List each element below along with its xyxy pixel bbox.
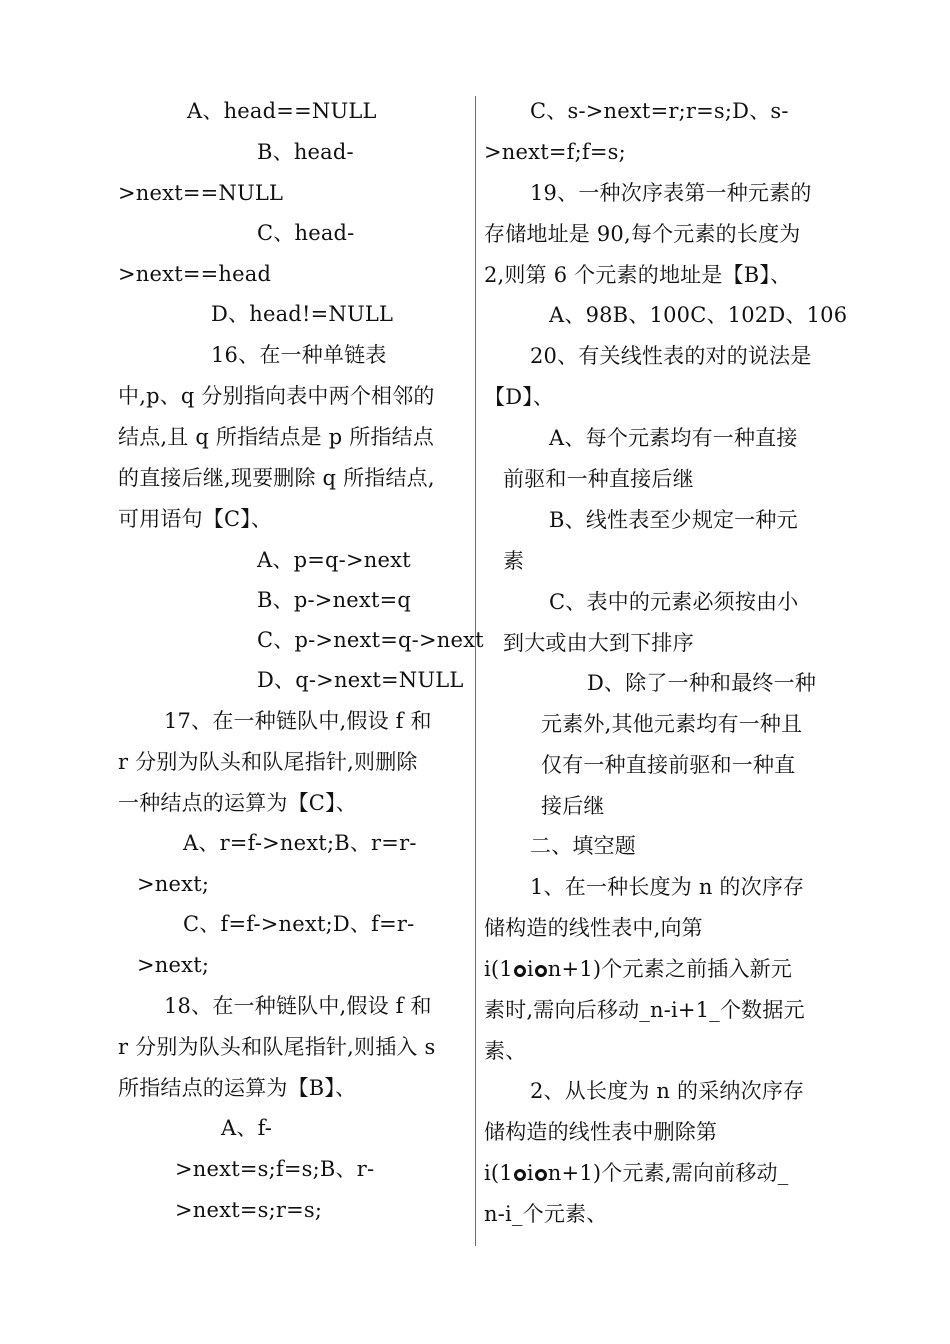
q17-options-ab-cont: >next; (137, 872, 210, 896)
fill-blank-1-line: 素时,需向后移动_n-i+1_个数据元 (484, 998, 805, 1022)
q20-option-d-cont: 仅有一种直接前驱和一种直 (541, 753, 796, 777)
formula-text: n+1)个元素,需向前移动_ (547, 1161, 789, 1185)
q15-option-c: C、head- (257, 221, 355, 245)
q15-option-b-cont: >next==NULL (118, 181, 284, 205)
fill-blank-1-line: 储构造的线性表中,向第 (484, 916, 703, 940)
leq-symbol-icon (535, 965, 547, 977)
q20-option-b: B、线性表至少规定一种元 (549, 508, 798, 532)
fill-blank-1-line: 素、 (484, 1039, 527, 1063)
q20-option-a: A、每个元素均有一种直接 (549, 426, 798, 450)
q16-question-line: 可用语句【C】、 (118, 507, 273, 531)
leq-symbol-icon (514, 1169, 526, 1181)
q20-option-a-cont: 前驱和一种直接后继 (503, 467, 694, 491)
q20-question-line: 【D】、 (484, 385, 555, 409)
q16-question-line: 中,p、q 分别指向表中两个相邻的 (118, 384, 435, 408)
q16-question-line: 的直接后继,现要删除 q 所指结点, (118, 466, 435, 490)
q17-question: 17、在一种链队中,假设 f 和 (164, 709, 432, 733)
q20-option-c-cont: 到大或由大到下排序 (503, 631, 694, 655)
q16-option-b: B、p->next=q (257, 588, 412, 612)
formula-text: n+1)个元素之前插入新元 (547, 957, 793, 981)
q20-option-d-cont: 接后继 (541, 794, 605, 818)
q16-option-a: A、p=q->next (257, 548, 411, 572)
fill-blank-1-line (484, 955, 792, 983)
q19-question: 19、一种次序表第一种元素的 (530, 181, 812, 205)
q20-option-c: C、表中的元素必须按由小 (549, 590, 799, 614)
q20-question: 20、有关线性表的对的说法是 (530, 344, 812, 368)
formula-text: i(1 (484, 957, 513, 981)
leq-symbol-icon (514, 965, 526, 977)
q18-question: 18、在一种链队中,假设 f 和 (164, 994, 432, 1018)
column-divider (475, 96, 476, 1246)
section-heading: 二、填空题 (530, 834, 636, 858)
q18-options-cd: C、s->next=r;r=s;D、s- (530, 99, 789, 123)
fill-blank-2-line: n-i_个元素、 (484, 1202, 608, 1226)
q15-option-a: A、head==NULL (187, 99, 377, 123)
leq-symbol-icon (535, 1169, 547, 1181)
q20-option-d: D、除了一种和最终一种 (587, 671, 817, 695)
q18-options-ab: A、f- (221, 1116, 273, 1140)
q18-options-cd-cont: >next=f;f=s; (484, 140, 626, 164)
formula-text: i (526, 957, 534, 981)
fill-blank-2: 2、从长度为 n 的采纳次序存 (530, 1079, 805, 1103)
q15-option-b: B、head- (257, 140, 354, 164)
q19-question-line: 2,则第 6 个元素的地址是【B】、 (484, 263, 792, 287)
q15-option-d: D、head!=NULL (211, 302, 394, 326)
formula-text: i(1 (484, 1161, 513, 1185)
q17-options-cd-cont: >next; (137, 953, 210, 977)
fill-blank-2-line (484, 1159, 788, 1187)
q16-option-c: C、p->next=q->next (257, 628, 484, 652)
q15-option-c-cont: >next==head (118, 262, 272, 286)
q17-question-line: r 分别为队头和队尾指针,则删除 (118, 750, 418, 774)
q17-question-line: 一种结点的运算为【C】、 (118, 791, 357, 815)
q16-question: 16、在一种单链表 (211, 343, 387, 367)
fill-blank-1: 1、在一种长度为 n 的次序存 (530, 875, 805, 899)
q16-option-d: D、q->next=NULL (257, 668, 464, 692)
fill-blank-2-line: 储构造的线性表中删除第 (484, 1120, 718, 1144)
q19-options: A、98B、100C、102D、106 (549, 303, 848, 327)
q18-question-line: 所指结点的运算为【B】、 (118, 1076, 357, 1100)
formula-text: i (526, 1161, 534, 1185)
q20-option-b-cont: 素 (503, 549, 525, 573)
q17-options-cd: C、f=f->next;D、f=r- (183, 912, 415, 936)
q18-options-ab-cont: >next=s;f=s;B、r- (175, 1157, 375, 1181)
q20-option-d-cont: 元素外,其他元素均有一种且 (541, 712, 803, 736)
q18-question-line: r 分别为队头和队尾指针,则插入 s (118, 1035, 436, 1059)
q17-options-ab: A、r=f->next;B、r=r- (183, 831, 417, 855)
q18-options-ab-cont: >next=s;r=s; (175, 1198, 323, 1222)
q19-question-line: 存储地址是 90,每个元素的长度为 (484, 222, 801, 246)
q16-question-line: 结点,且 q 所指结点是 p 所指结点 (118, 425, 435, 449)
